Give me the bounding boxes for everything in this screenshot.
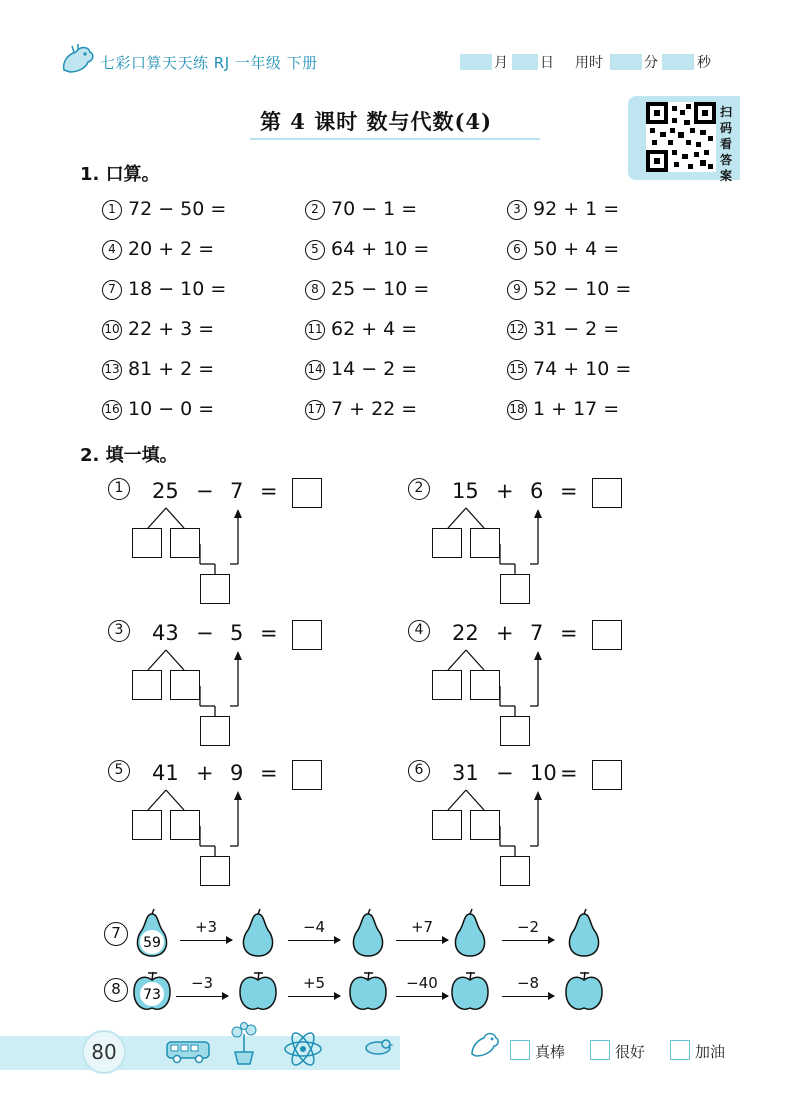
expression: 72 − 50 = [128,198,227,220]
item-number: 14 [305,360,325,380]
pear-icon[interactable] [448,908,492,962]
right-arrow-icon [502,940,554,941]
chain-number: 7 [104,922,128,946]
up-arrow-icon [234,651,242,660]
problem-number: 1 [108,478,130,500]
item-number: 7 [102,280,122,300]
operation-label: −4 [302,918,326,936]
operand-a: 25 [152,479,179,503]
up-arrow-icon [534,651,542,660]
right-arrow-icon [288,940,340,941]
rating-checkbox-good[interactable] [590,1040,610,1060]
item-number: 11 [305,320,325,340]
apple-icon[interactable] [562,964,606,1018]
decompose-problem [408,478,628,608]
expression: 7 + 22 = [331,398,418,420]
decompose-lines [108,620,328,750]
operation-label: −40 [406,974,438,992]
qr-code-icon[interactable] [646,102,716,172]
decompose-problem [408,620,628,750]
expression: 74 + 10 = [533,358,632,380]
oral-calc-item [305,398,417,420]
operand-b: 7 [230,479,244,503]
equals-sign: = [260,621,278,645]
section2-title: 2. 填一填。 [80,445,178,466]
duration-label: 用时 [575,55,603,71]
pear-icon [130,908,174,962]
expression: 20 + 2 = [128,238,215,260]
item-number: 9 [507,280,527,300]
expression: 1 + 17 = [533,398,620,420]
start-number: 59 [143,935,161,951]
operand-b: 9 [230,761,244,785]
oral-calc-item [507,238,619,260]
right-arrow-icon [288,996,340,997]
decompose-problem [408,760,628,890]
oral-calc-item [305,358,417,380]
expression: 70 − 1 = [331,198,418,220]
problem-number: 4 [408,620,430,642]
atom-icon [282,1030,324,1068]
operator: + [496,621,514,645]
dragon-rating-icon [468,1026,502,1060]
pear-icon[interactable] [236,908,280,962]
oral-calc-item [305,238,429,260]
operator: − [196,479,214,503]
rating-checkbox-keep-going[interactable] [670,1040,690,1060]
problem-number: 6 [408,760,430,782]
expression: 25 − 10 = [331,278,430,300]
up-arrow-icon [234,791,242,800]
rating-label-great: 真棒 [535,1043,566,1061]
oral-calc-item [102,278,226,300]
day-label: 日 [540,55,554,71]
right-arrow-icon [180,940,232,941]
item-number: 4 [102,240,122,260]
equals-sign: = [260,479,278,503]
operation-label: −3 [190,974,214,992]
decompose-lines [408,620,628,750]
chain-number: 8 [104,978,128,1002]
decompose-problem [108,620,328,750]
item-number: 1 [102,200,122,220]
item-number: 3 [507,200,527,220]
oral-calc-item [507,278,631,300]
decompose-lines [108,478,328,608]
problem-number: 5 [108,760,130,782]
scan-for-answers-label: 扫码看答案 [720,105,733,183]
operand-a: 31 [452,761,479,785]
bus-icon [165,1038,213,1064]
operation-label: +3 [194,918,218,936]
expression: 64 + 10 = [331,238,430,260]
expression: 22 + 3 = [128,318,215,340]
plant-icon [225,1022,263,1066]
dragon-mascot-icon [58,42,98,76]
apple-icon [130,964,174,1018]
pear-icon[interactable] [562,908,606,962]
right-arrow-icon [396,996,448,997]
equals-sign: = [560,479,578,503]
operand-a: 22 [452,621,479,645]
decompose-lines [108,760,328,890]
oral-calc-item [102,358,214,380]
rating-label-good: 很好 [615,1043,646,1061]
right-arrow-icon [502,996,554,997]
minutes-field[interactable] [610,54,642,70]
item-number: 8 [305,280,325,300]
oral-calc-item [102,318,214,340]
up-arrow-icon [234,509,242,518]
item-number: 15 [507,360,527,380]
title-underline [250,138,540,140]
section1-title: 1. 口算。 [80,164,160,185]
problem-number: 2 [408,478,430,500]
expression: 50 + 4 = [533,238,620,260]
expression: 10 − 0 = [128,398,215,420]
apple-icon[interactable] [346,964,390,1018]
problem-number: 3 [108,620,130,642]
expression: 18 − 10 = [128,278,227,300]
operand-a: 15 [452,479,479,503]
expression: 81 + 2 = [128,358,215,380]
up-arrow-icon [534,509,542,518]
expression: 31 − 2 = [533,318,620,340]
operation-label: +7 [410,918,434,936]
decompose-problem [108,760,328,890]
month-label: 月 [494,55,508,71]
item-number: 18 [507,400,527,420]
apple-icon[interactable] [236,964,280,1018]
seconds-label: 秒 [697,55,711,71]
oral-calc-item [507,358,631,380]
operand-b: 7 [530,621,544,645]
oral-calc-item [507,318,619,340]
month-field[interactable] [460,54,492,70]
operand-b: 6 [530,479,544,503]
oral-calc-item [102,238,214,260]
oral-calc-item [305,318,417,340]
decompose-lines [408,760,628,890]
item-number: 6 [507,240,527,260]
apple-icon[interactable] [448,964,492,1018]
equals-sign: = [260,761,278,785]
operation-label: +5 [302,974,326,992]
up-arrow-icon [534,791,542,800]
item-number: 13 [102,360,122,380]
day-field[interactable] [512,54,538,70]
decompose-lines [408,478,628,608]
bird-icon [360,1034,396,1058]
right-arrow-icon [396,940,448,941]
expression: 92 + 1 = [533,198,620,220]
operator: − [196,621,214,645]
operation-label: −2 [516,918,540,936]
pear-icon[interactable] [346,908,390,962]
start-number: 73 [143,987,161,1003]
equals-sign: = [560,621,578,645]
expression: 52 − 10 = [533,278,632,300]
seconds-field[interactable] [662,54,694,70]
item-number: 16 [102,400,122,420]
minutes-label: 分 [644,55,658,71]
operator: + [196,761,214,785]
operand-a: 41 [152,761,179,785]
lesson-title: 第 4 课时 数与代数(4) [260,109,493,134]
item-number: 5 [305,240,325,260]
expression: 62 + 4 = [331,318,418,340]
operator: − [496,761,514,785]
item-number: 12 [507,320,527,340]
oral-calc-item [507,198,619,220]
operator: + [496,479,514,503]
oral-calc-item [507,398,619,420]
right-arrow-icon [176,996,228,997]
oral-calc-item [102,398,214,420]
oral-calc-item [102,198,226,220]
page-number: 80 [82,1030,126,1074]
oral-calc-item [305,198,417,220]
operand-b: 10 [530,761,557,785]
operand-b: 5 [230,621,244,645]
expression: 14 − 2 = [331,358,418,380]
rating-label-keep-going: 加油 [695,1043,726,1061]
operation-label: −8 [516,974,540,992]
equals-sign: = [560,761,578,785]
item-number: 17 [305,400,325,420]
item-number: 10 [102,320,122,340]
rating-checkbox-great[interactable] [510,1040,530,1060]
item-number: 2 [305,200,325,220]
book-title: 七彩口算天天练 RJ 一年级 下册 [100,54,318,72]
operand-a: 43 [152,621,179,645]
oral-calc-item [305,278,429,300]
decompose-problem [108,478,328,608]
